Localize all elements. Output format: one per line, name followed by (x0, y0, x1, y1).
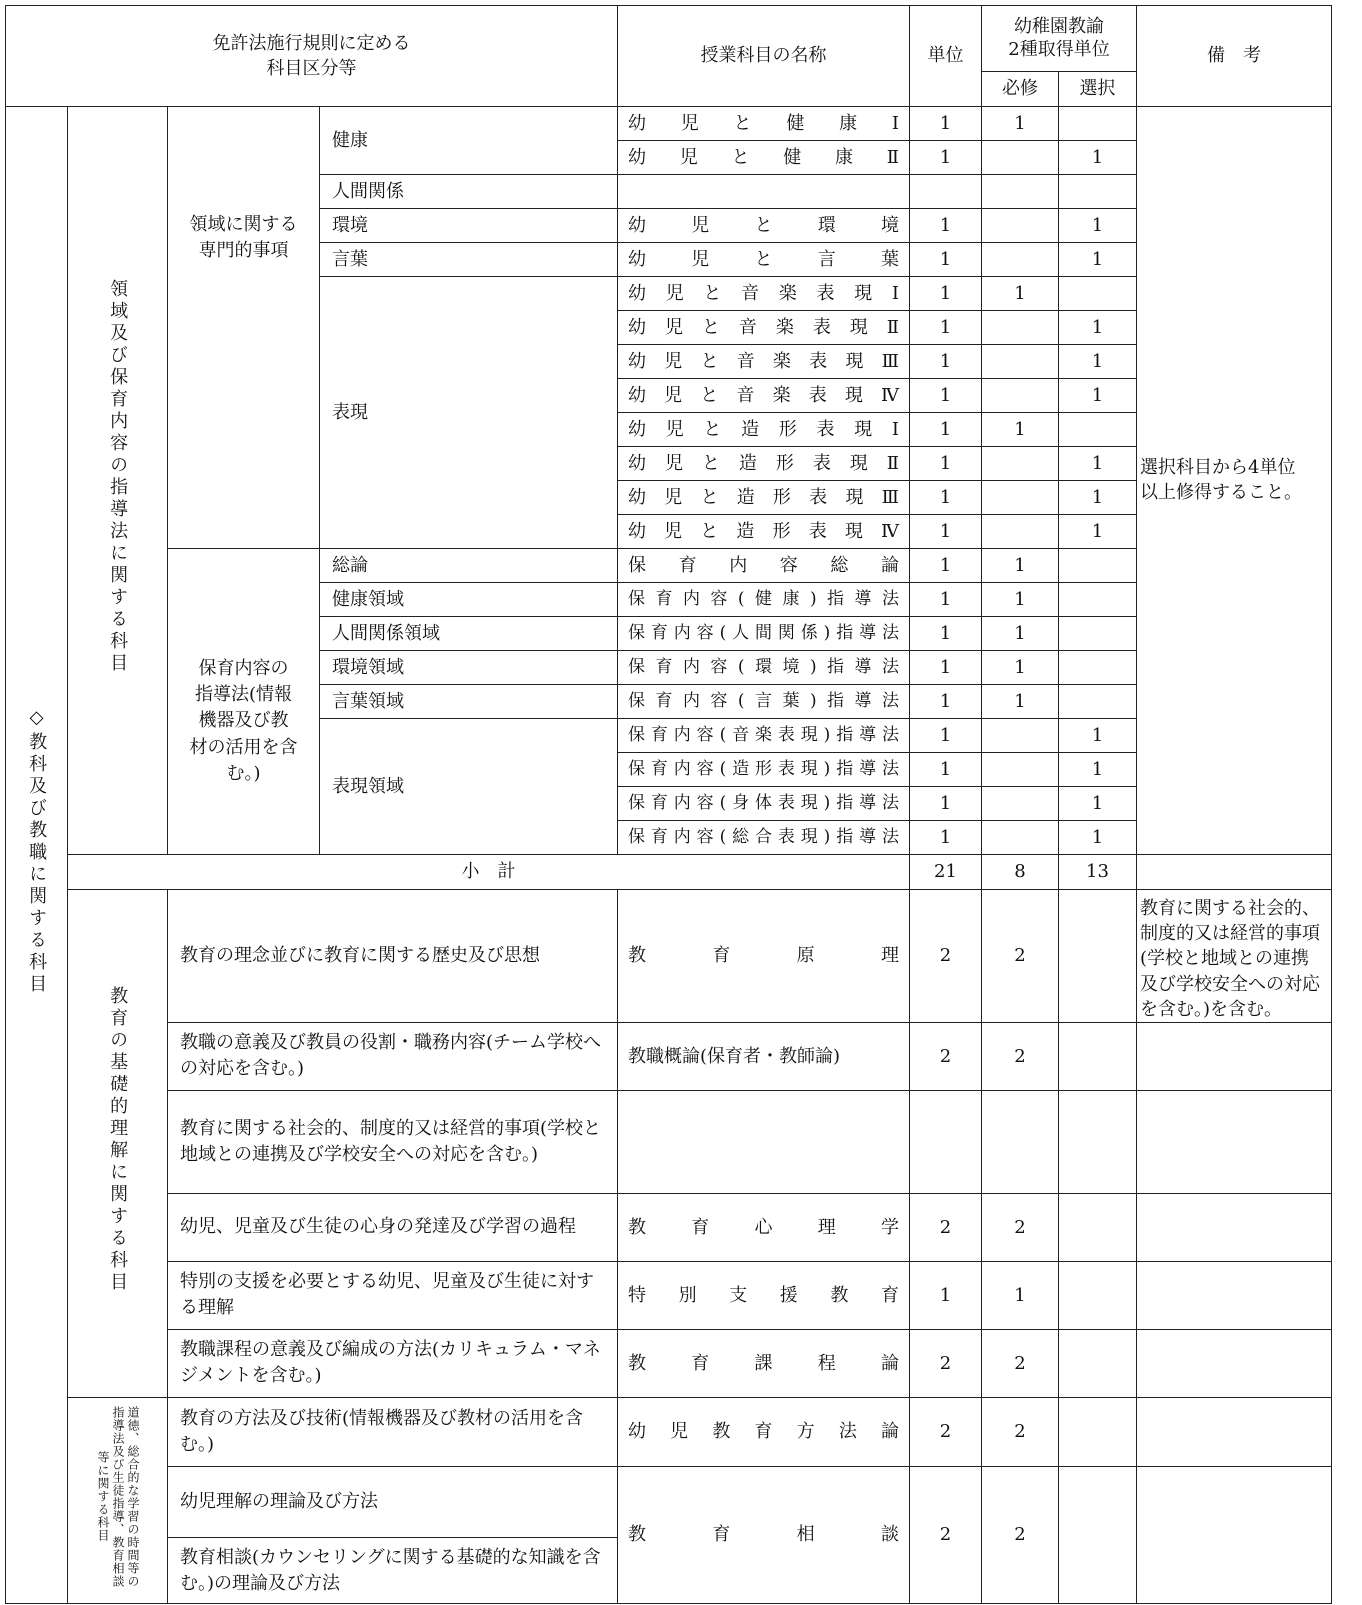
area-cell: 言葉領域 (320, 685, 618, 719)
required-cell: 1 (982, 685, 1059, 719)
units-cell: 1 (910, 1261, 982, 1329)
elective-cell: 1 (1059, 243, 1137, 277)
required-cell: 2 (982, 1466, 1059, 1603)
required-cell (982, 481, 1059, 515)
course-name-cell: 幼児と音楽表現Ⅰ (618, 277, 910, 311)
units-cell: 1 (910, 515, 982, 549)
course-name-cell: 保育内容(言葉)指導法 (618, 685, 910, 719)
remark-cell (1137, 1193, 1332, 1261)
table-row (6, 1397, 1332, 1466)
units-cell: 1 (910, 413, 982, 447)
elective-cell: 1 (1059, 481, 1137, 515)
elective-cell (1059, 1193, 1137, 1261)
table-row (6, 1022, 1332, 1090)
course-name-cell: 幼児教育方法論 (618, 1397, 910, 1466)
units-cell: 2 (910, 1397, 982, 1466)
header-remarks: 備 考 (1137, 6, 1332, 107)
required-cell: 1 (982, 413, 1059, 447)
item-cell: 教育に関する社会的、制度的又は経営的事項(学校と地域との連携及び学校安全への対応を含む。) (168, 1090, 618, 1193)
course-name-cell: 幼 児 と 環 境 (618, 209, 910, 243)
course-name-cell (618, 1090, 910, 1193)
required-cell (982, 175, 1059, 209)
elective-cell: 1 (1059, 821, 1137, 855)
units-cell: 1 (910, 311, 982, 345)
area-cell: 環境 (320, 209, 618, 243)
required-cell: 2 (982, 1329, 1059, 1397)
course-name-cell: 保育内容(健康)指導法 (618, 583, 910, 617)
required-cell: 1 (982, 107, 1059, 141)
remark-cell (1137, 1022, 1332, 1090)
required-cell: 2 (982, 1397, 1059, 1466)
area-cell: 健康領域 (320, 583, 618, 617)
table-row (6, 1090, 1332, 1193)
table-row (6, 1329, 1332, 1397)
course-name-cell: 保育内容(造形表現)指導法 (618, 753, 910, 787)
elective-cell (1059, 890, 1137, 1023)
units-cell: 1 (910, 243, 982, 277)
area-cell: 言葉 (320, 243, 618, 277)
subgroup-label-method: 保育内容の 指導法(情報 機器及び教 材の活用を含 む。) (189, 658, 298, 784)
subtotal-units: 21 (910, 855, 982, 890)
required-cell: 1 (982, 651, 1059, 685)
item-cell: 教育の方法及び技術(情報機器及び教材の活用を含む。) (168, 1397, 618, 1466)
required-cell (982, 719, 1059, 753)
course-name-cell: 保育内容(身体表現)指導法 (618, 787, 910, 821)
table-row (6, 1261, 1332, 1329)
required-cell (982, 209, 1059, 243)
required-cell (982, 821, 1059, 855)
required-cell (982, 515, 1059, 549)
course-name-cell (618, 175, 910, 209)
units-cell: 2 (910, 1466, 982, 1603)
elective-cell: 1 (1059, 209, 1137, 243)
elective-cell: 1 (1059, 141, 1137, 175)
elective-cell (1059, 413, 1137, 447)
curriculum-table-wrapper (5, 5, 1332, 1604)
course-name-cell: 幼 児 と 健 康 Ⅱ (618, 141, 910, 175)
table-row (6, 1193, 1332, 1261)
units-cell (910, 1090, 982, 1193)
elective-cell: 1 (1059, 753, 1137, 787)
units-cell: 1 (910, 685, 982, 719)
units-cell: 1 (910, 617, 982, 651)
group-cell-foundation (68, 890, 168, 1398)
header-course-name: 授業科目の名称 (618, 6, 910, 107)
elective-cell: 1 (1059, 345, 1137, 379)
remark-cell (1137, 1090, 1332, 1193)
required-cell: 1 (982, 1261, 1059, 1329)
elective-cell (1059, 651, 1137, 685)
course-name-cell: 保育内容(総合表現)指導法 (618, 821, 910, 855)
subtotal-required: 8 (982, 855, 1059, 890)
area-cell: 表現領域 (320, 719, 618, 855)
elective-cell: 1 (1059, 515, 1137, 549)
remark-elective-text: 選択科目から4単位 以上修得すること。 (1140, 457, 1303, 503)
elective-cell (1059, 1329, 1137, 1397)
units-cell: 2 (910, 1193, 982, 1261)
table-row (6, 1466, 1332, 1537)
units-cell: 1 (910, 719, 982, 753)
item-cell: 特別の支援を必要とする幼児、児童及び生徒に対する理解 (168, 1261, 618, 1329)
course-name-cell: 教 育 原 理 (618, 890, 910, 1023)
area-cell: 人間関係領域 (320, 617, 618, 651)
units-cell: 1 (910, 141, 982, 175)
units-cell: 1 (910, 549, 982, 583)
units-cell: 2 (910, 1329, 982, 1397)
header-acquire: 幼稚園教諭 2種取得単位 (982, 6, 1137, 72)
item-cell: 教職課程の意義及び編成の方法(カリキュラム・マネジメントを含む。) (168, 1329, 618, 1397)
subtotal-label: 小 計 (68, 855, 910, 890)
course-name-cell: 教 育 課 程 論 (618, 1329, 910, 1397)
course-name-cell: 教職概論(保育者・教師論) (618, 1022, 910, 1090)
units-cell: 2 (910, 1022, 982, 1090)
required-cell (982, 345, 1059, 379)
course-name-cell: 幼児と造形表現Ⅳ (618, 515, 910, 549)
item-cell: 教育の理念並びに教育に関する歴史及び思想 (168, 890, 618, 1023)
elective-cell: 1 (1059, 719, 1137, 753)
required-cell (982, 1090, 1059, 1193)
required-cell (982, 243, 1059, 277)
required-cell (982, 447, 1059, 481)
course-name-cell: 幼児と音楽表現Ⅳ (618, 379, 910, 413)
units-cell: 1 (910, 447, 982, 481)
elective-cell (1059, 1022, 1137, 1090)
units-cell: 1 (910, 583, 982, 617)
subtotal-row (6, 855, 1332, 890)
area-cell: 総論 (320, 549, 618, 583)
required-cell: 2 (982, 1022, 1059, 1090)
group-label-guidance: 道徳、総合的な学習の時間等の指導法及び生徒指導、教育相談等に関する科目 (96, 1405, 140, 1588)
units-cell: 1 (910, 481, 982, 515)
remark-cell-elective (1137, 107, 1332, 855)
required-cell: 1 (982, 617, 1059, 651)
required-cell (982, 753, 1059, 787)
curriculum-table (5, 5, 1332, 1604)
header-required: 必修 (982, 72, 1059, 107)
group-label-foundation: 教育の基礎的理解に関する科目 (107, 985, 129, 1294)
subtotal-elective: 13 (1059, 855, 1137, 890)
course-name-cell: 幼児と音楽表現Ⅲ (618, 345, 910, 379)
units-cell: 1 (910, 379, 982, 413)
area-cell: 環境領域 (320, 651, 618, 685)
item-cell: 教育相談(カウンセリングに関する基礎的な知識を含む。)の理論及び方法 (168, 1538, 618, 1604)
outer-category-label: ◇教科及び教職に関する科目 (26, 706, 48, 996)
course-name-cell: 幼児と造形表現Ⅱ (618, 447, 910, 481)
elective-cell (1059, 583, 1137, 617)
required-cell (982, 141, 1059, 175)
table-row (6, 890, 1332, 1023)
units-cell: 1 (910, 107, 982, 141)
required-cell (982, 311, 1059, 345)
remark-cell (1137, 1329, 1332, 1397)
required-cell: 1 (982, 277, 1059, 311)
subtotal-remark (1137, 855, 1332, 890)
group-cell-guidance (68, 1397, 168, 1603)
units-cell: 1 (910, 209, 982, 243)
required-cell: 1 (982, 549, 1059, 583)
elective-cell (1059, 1261, 1137, 1329)
elective-cell (1059, 1397, 1137, 1466)
required-cell: 2 (982, 1193, 1059, 1261)
units-cell: 1 (910, 787, 982, 821)
table-row (6, 549, 1332, 583)
area-cell: 人間関係 (320, 175, 618, 209)
course-name-cell: 保育内容(人間関係)指導法 (618, 617, 910, 651)
outer-category-cell (6, 107, 68, 1604)
units-cell: 1 (910, 753, 982, 787)
units-cell: 1 (910, 277, 982, 311)
required-cell: 2 (982, 890, 1059, 1023)
course-name-cell: 教 育 心 理 学 (618, 1193, 910, 1261)
item-cell: 幼児理解の理論及び方法 (168, 1466, 618, 1537)
units-cell: 1 (910, 651, 982, 685)
remark-cell (1137, 1261, 1332, 1329)
course-name-cell: 教 育 相 談 (618, 1466, 910, 1603)
elective-cell: 1 (1059, 447, 1137, 481)
table-row (6, 107, 1332, 141)
course-name-cell: 幼児と音楽表現Ⅱ (618, 311, 910, 345)
elective-cell (1059, 277, 1137, 311)
course-name-cell: 幼児と造形表現Ⅰ (618, 413, 910, 447)
area-cell: 健康 (320, 107, 618, 175)
units-cell (910, 175, 982, 209)
remark-cell (1137, 1466, 1332, 1603)
elective-cell (1059, 1466, 1137, 1603)
required-cell: 1 (982, 583, 1059, 617)
elective-cell: 1 (1059, 311, 1137, 345)
subgroup-label-specialty: 領域に関する 専門的事項 (189, 214, 298, 261)
elective-cell: 1 (1059, 379, 1137, 413)
required-cell (982, 787, 1059, 821)
required-cell (982, 379, 1059, 413)
subgroup-cell-method (168, 549, 320, 855)
header-category: 免許法施行規則に定める 科目区分等 (6, 6, 618, 107)
remark-cell (1137, 1397, 1332, 1466)
group-cell-domain (68, 107, 168, 855)
item-cell: 教職の意義及び教員の役割・職務内容(チーム学校への対応を含む。) (168, 1022, 618, 1090)
elective-cell (1059, 107, 1137, 141)
elective-cell (1059, 175, 1137, 209)
elective-cell (1059, 549, 1137, 583)
area-cell: 表現 (320, 277, 618, 549)
course-name-cell: 保育内容(音楽表現)指導法 (618, 719, 910, 753)
elective-cell (1059, 617, 1137, 651)
units-cell: 2 (910, 890, 982, 1023)
header-elective: 選択 (1059, 72, 1137, 107)
course-name-cell: 幼児と造形表現Ⅲ (618, 481, 910, 515)
item-cell: 幼児、児童及び生徒の心身の発達及び学習の過程 (168, 1193, 618, 1261)
course-name-cell: 幼 児 と 言 葉 (618, 243, 910, 277)
elective-cell: 1 (1059, 787, 1137, 821)
course-name-cell: 特 別 支 援 教 育 (618, 1261, 910, 1329)
course-name-cell: 保育内容総論 (618, 549, 910, 583)
subgroup-cell-specialty (168, 107, 320, 549)
header-units: 単位 (910, 6, 982, 107)
units-cell: 1 (910, 821, 982, 855)
units-cell: 1 (910, 345, 982, 379)
remark-cell: 教育に関する社会的、制度的又は経営的事項(学校と地域との連携及び学校安全への対応を含む。)を含む。 (1137, 890, 1332, 1023)
elective-cell (1059, 685, 1137, 719)
course-name-cell: 幼 児 と 健 康 Ⅰ (618, 107, 910, 141)
group-label-domain: 領域及び保育内容の指導法に関する科目 (107, 278, 129, 675)
course-name-cell: 保育内容(環境)指導法 (618, 651, 910, 685)
elective-cell (1059, 1090, 1137, 1193)
